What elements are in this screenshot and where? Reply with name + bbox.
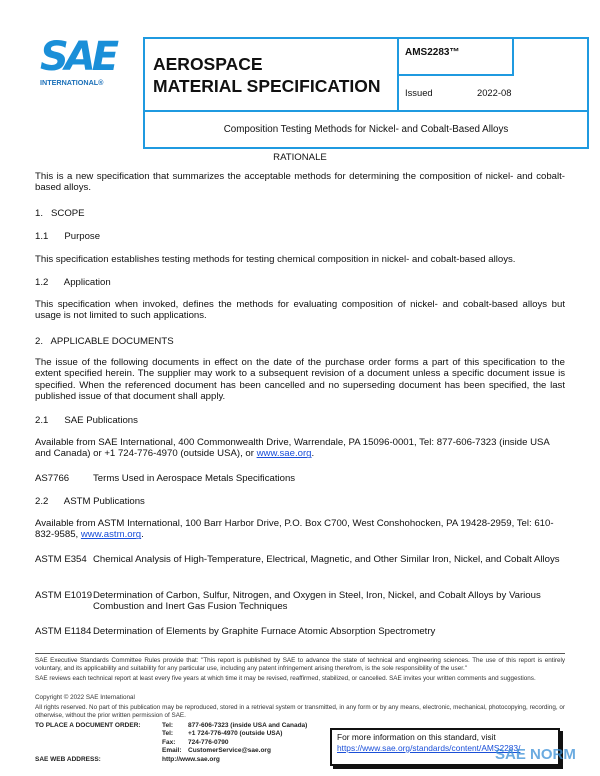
revision-cell	[512, 39, 587, 74]
watermark: SAE NORM	[495, 746, 576, 763]
reference-item	[35, 554, 565, 565]
logo-mark: SAE	[40, 34, 116, 80]
doc-number-cell	[397, 39, 514, 76]
rationale-text: This is a new specification that summarizes the acceptable methods for determining the composition of nickel- and cobalt-based alloys.	[35, 171, 565, 194]
footer-divider	[35, 653, 565, 654]
reference-item	[35, 590, 565, 613]
reference-code: ASTM E1019	[35, 590, 93, 601]
order-labels	[162, 722, 182, 755]
section-2-1-heading: 2.1 SAE Publications	[35, 415, 138, 426]
logo-subtitle: INTERNATIONAL®	[40, 78, 104, 87]
section-1-2-heading: 1.2 Application	[35, 277, 111, 288]
title-line-1: AEROSPACE	[153, 54, 263, 74]
email-label: Email:	[162, 746, 182, 754]
reference-title: Determination of Carbon, Sulfur, Nitrogen, and Oxygen in Steel, Iron, Nickel, and Cobalt Alloys by Various Combustion and Inert Gas Fusion Techniques	[93, 590, 541, 613]
more-info-text: For more information on this standard, visit	[337, 732, 496, 742]
section-1-2-text: This specification when invoked, defines the methods for evaluating composition of nickel- and cobalt-based alloys but usage is not limited to such applications.	[35, 299, 565, 322]
section-2-2-text: Available from ASTM International, 100 Barr Harbor Drive, P.O. Box C700, West Conshohocken, PA 19428-2959, Tel: 610-832-9585, www.astm.org.	[35, 518, 554, 541]
tel1-label: Tel:	[162, 722, 174, 729]
reference-code: AS7766	[35, 473, 70, 484]
web-label: SAE WEB ADDRESS:	[35, 756, 101, 763]
order-label: TO PLACE A DOCUMENT ORDER:	[35, 722, 141, 729]
doc-number: AMS2283™	[405, 47, 460, 58]
section-2-heading: 2. APPLICABLE DOCUMENTS	[35, 336, 174, 347]
document-header	[143, 37, 589, 149]
reference-as7766	[35, 473, 565, 484]
more-info-link[interactable]: https://www.sae.org/standards/content/AMS2283/	[337, 743, 521, 753]
title-line-2: MATERIAL SPECIFICATION	[153, 76, 381, 96]
footer-rights: All rights reserved. No part of this publication may be reproduced, stored in a retrieval system or transmitted, in any form or by any means, electronic, mechanical, photocopying, recording, or otherwise, without the prior written permission of SAE.	[35, 704, 565, 719]
reference-title: Determination of Elements by Graphite Furnace Atomic Absorption Spectrometry	[93, 626, 436, 637]
subtitle-cell	[145, 110, 587, 149]
tel1: 877-606-7323 (inside USA and Canada)	[188, 722, 308, 729]
issued-date: 2022-08	[477, 87, 512, 98]
sae-logo	[40, 34, 125, 88]
reference-title: Chemical Analysis of High-Temperature, Electrical, Magnetic, and Other Similar Iron, Nickel, and Cobalt Alloys	[93, 554, 560, 565]
tel2: +1 724-776-4970 (outside USA)	[188, 730, 283, 738]
footer-review: SAE reviews each technical report at least every five years at which time it may be revised, reaffirmed, stabilized, or cancelled. SAE invites your written comments and suggestions.	[35, 675, 536, 682]
sae-address: Available from SAE International, 400 Commonwealth Drive, Warrendale, PA 15096-0001, Tel: 877-606-7323 (inside USA and Canada) or +1 724-776-4970 (outside USA), or	[35, 437, 550, 460]
reference-code: ASTM E1184	[35, 626, 92, 637]
document-type-title	[153, 53, 381, 97]
fax-label: Fax:	[162, 738, 176, 746]
reference-code: ASTM E354	[35, 554, 87, 565]
fax: 724-776-0790	[188, 738, 229, 746]
issued-cell	[397, 76, 589, 110]
section-1-heading: 1. SCOPE	[35, 208, 85, 219]
order-values	[188, 722, 307, 755]
document-subtitle: Composition Testing Methods for Nickel- and Cobalt-Based Alloys	[223, 124, 509, 135]
sae-link[interactable]: www.sae.org	[256, 448, 312, 460]
section-2-1-text: Available from SAE International, 400 Commonwealth Drive, Warrendale, PA 15096-0001, Tel: 877-606-7323 (inside USA and Canada) or +1 724-776-4970 (outside USA), or www.sae.org.	[35, 437, 550, 460]
section-1-1-heading: 1.1 Purpose	[35, 231, 101, 242]
rationale-heading: RATIONALE	[273, 152, 327, 163]
tel2-label: Tel:	[162, 730, 174, 738]
reference-item	[35, 626, 565, 637]
reference-title: Terms Used in Aerospace Metals Specifications	[93, 473, 296, 484]
email[interactable]: CustomerService@sae.org	[188, 746, 271, 754]
section-2-text: The issue of the following documents in effect on the date of the purchase order forms a part of this specification to the extent specified herein. The supplier may work to a subsequent revision of a document unless a specific document issue is specified. When the referenced document has been cancelled and no superseding document has been specified, the last published issue of that document shall apply.	[35, 357, 565, 403]
footer-rules: SAE Executive Standards Committee Rules provide that: "This report is published by SAE to advance the state of technical and engineering sciences. The use of this report is entirely voluntary, and its applicability and suitability for any particular use, including any patent infringement arising therefrom, is the sole responsibility of the user."	[35, 657, 565, 672]
astm-link[interactable]: www.astm.org	[80, 529, 142, 541]
footer-copyright: Copyright © 2022 SAE International	[35, 694, 135, 701]
astm-address: Available from ASTM International, 100 Barr Harbor Drive, P.O. Box C700, West Conshohocken, PA 19428-2959, Tel: 610-832-9585,	[35, 518, 554, 541]
web-address[interactable]: http://www.sae.org	[162, 756, 220, 763]
section-2-2-heading: 2.2 ASTM Publications	[35, 496, 145, 507]
section-1-1-text: This specification establishes testing methods for testing chemical composition in nickel- and cobalt-based alloys.	[35, 254, 516, 265]
issued-label: Issued	[405, 87, 433, 98]
